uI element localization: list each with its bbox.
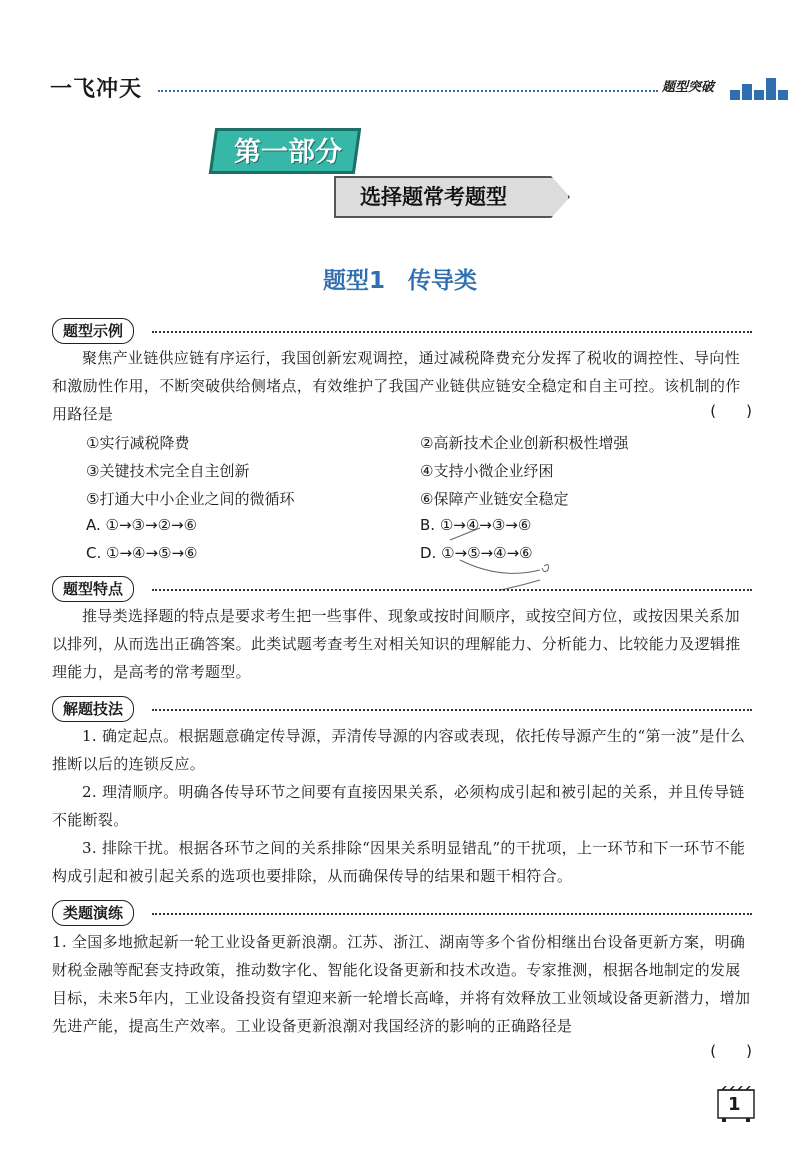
header-blocks-icon — [730, 78, 790, 100]
header-section-title: 题型突破 — [662, 80, 715, 95]
example-item: ④支持小微企业纾困 — [420, 462, 554, 480]
technique-3: 3. 排除干扰。根据各环节之间的关系排除“因果关系明显错乱”的干扰项，上一环节和下一环节不能构成引起和被引起关系的选项也要排除，从而确保传导的结果和题干相符合。 — [52, 839, 746, 885]
section-divider — [152, 913, 752, 915]
pencil-scribble-icon — [440, 520, 560, 600]
example-item: ②高新技术企业创新积极性增强 — [420, 434, 629, 452]
example-item: ⑥保障产业链安全稳定 — [420, 490, 569, 508]
part-banner: 选择题常考题型 — [360, 185, 507, 209]
example-question: 聚焦产业链供应链有序运行，我国创新宏观调控，通过减税降费充分发挥了税收的调控性、导向性和激励性作用，不断突破供给侧堵点，有效维护了我国产业链供应链安全稳定和自主可控。该机制的作用路径是 — [52, 349, 741, 423]
part-label: 第一部分 — [234, 137, 342, 168]
brand-logo: 一飞冲天 — [50, 77, 143, 102]
technique-1: 1. 确定起点。根据题意确定传导源，弄清传导源的内容或表现，依托传导源产生的“第一波”是什么推断以后的连锁反应。 — [52, 727, 746, 773]
practice-question-1: 1. 全国多地掀起新一轮工业设备更新浪潮。江苏、浙江、湖南等多个省份相继出台设备更新方案，明确财税金融等配套支持政策，推动数字化、智能化设备更新和技术改造。专家推测，根据各地制定的发展目标，未来5年内，工业设备投资有望迎来新一轮增长高峰，并将有效释放工业领域设备更新潜力，增加先进产能，提高生产效率。工业设备更新浪潮对我国经济的影响的正确路径是 — [52, 933, 751, 1035]
choice-a: A. ①→③→②→⑥ — [86, 516, 198, 534]
section-divider — [152, 589, 752, 591]
example-item: ⑤打通大中小企业之间的微循环 — [86, 490, 295, 508]
choice-b: B. ①→④→③→⑥ — [420, 516, 532, 534]
section-label-example: 题型示例 — [52, 318, 134, 344]
choice-c: C. ①→④→⑤→⑥ — [86, 544, 198, 562]
section-divider — [152, 331, 752, 333]
example-answer-blank: ( ) — [710, 402, 752, 420]
technique-2: 2. 理清顺序。明确各传导环节之间要有直接因果关系，必须构成引起和被引起的关系，并且传导链不能断裂。 — [52, 783, 745, 829]
section-label-practice: 类题演练 — [52, 900, 134, 926]
practice-answer-blank: ( ) — [710, 1042, 752, 1060]
header-dotted-line — [158, 90, 658, 92]
section-label-features: 题型特点 — [52, 576, 134, 602]
example-item: ①实行减税降费 — [86, 434, 190, 452]
page-header — [50, 72, 760, 102]
features-text: 推导类选择题的特点是要求考生把一些事件、现象或按时间顺序，或按空间方位，或按因果关系加以排列，从而选出正确答案。此类试题考查考生对相关知识的理解能力、分析能力、比较能力及逻辑推理能力，是高考的常考题型。 — [52, 607, 741, 681]
section-label-techniques: 解题技法 — [52, 696, 134, 722]
section-divider — [152, 709, 752, 711]
page-number: 1 — [728, 1094, 741, 1115]
choice-d: D. ①→⑤→④→⑥ — [420, 544, 533, 562]
example-item: ③关键技术完全自主创新 — [86, 462, 250, 480]
topic-title: 题型1 传导类 — [322, 268, 477, 294]
